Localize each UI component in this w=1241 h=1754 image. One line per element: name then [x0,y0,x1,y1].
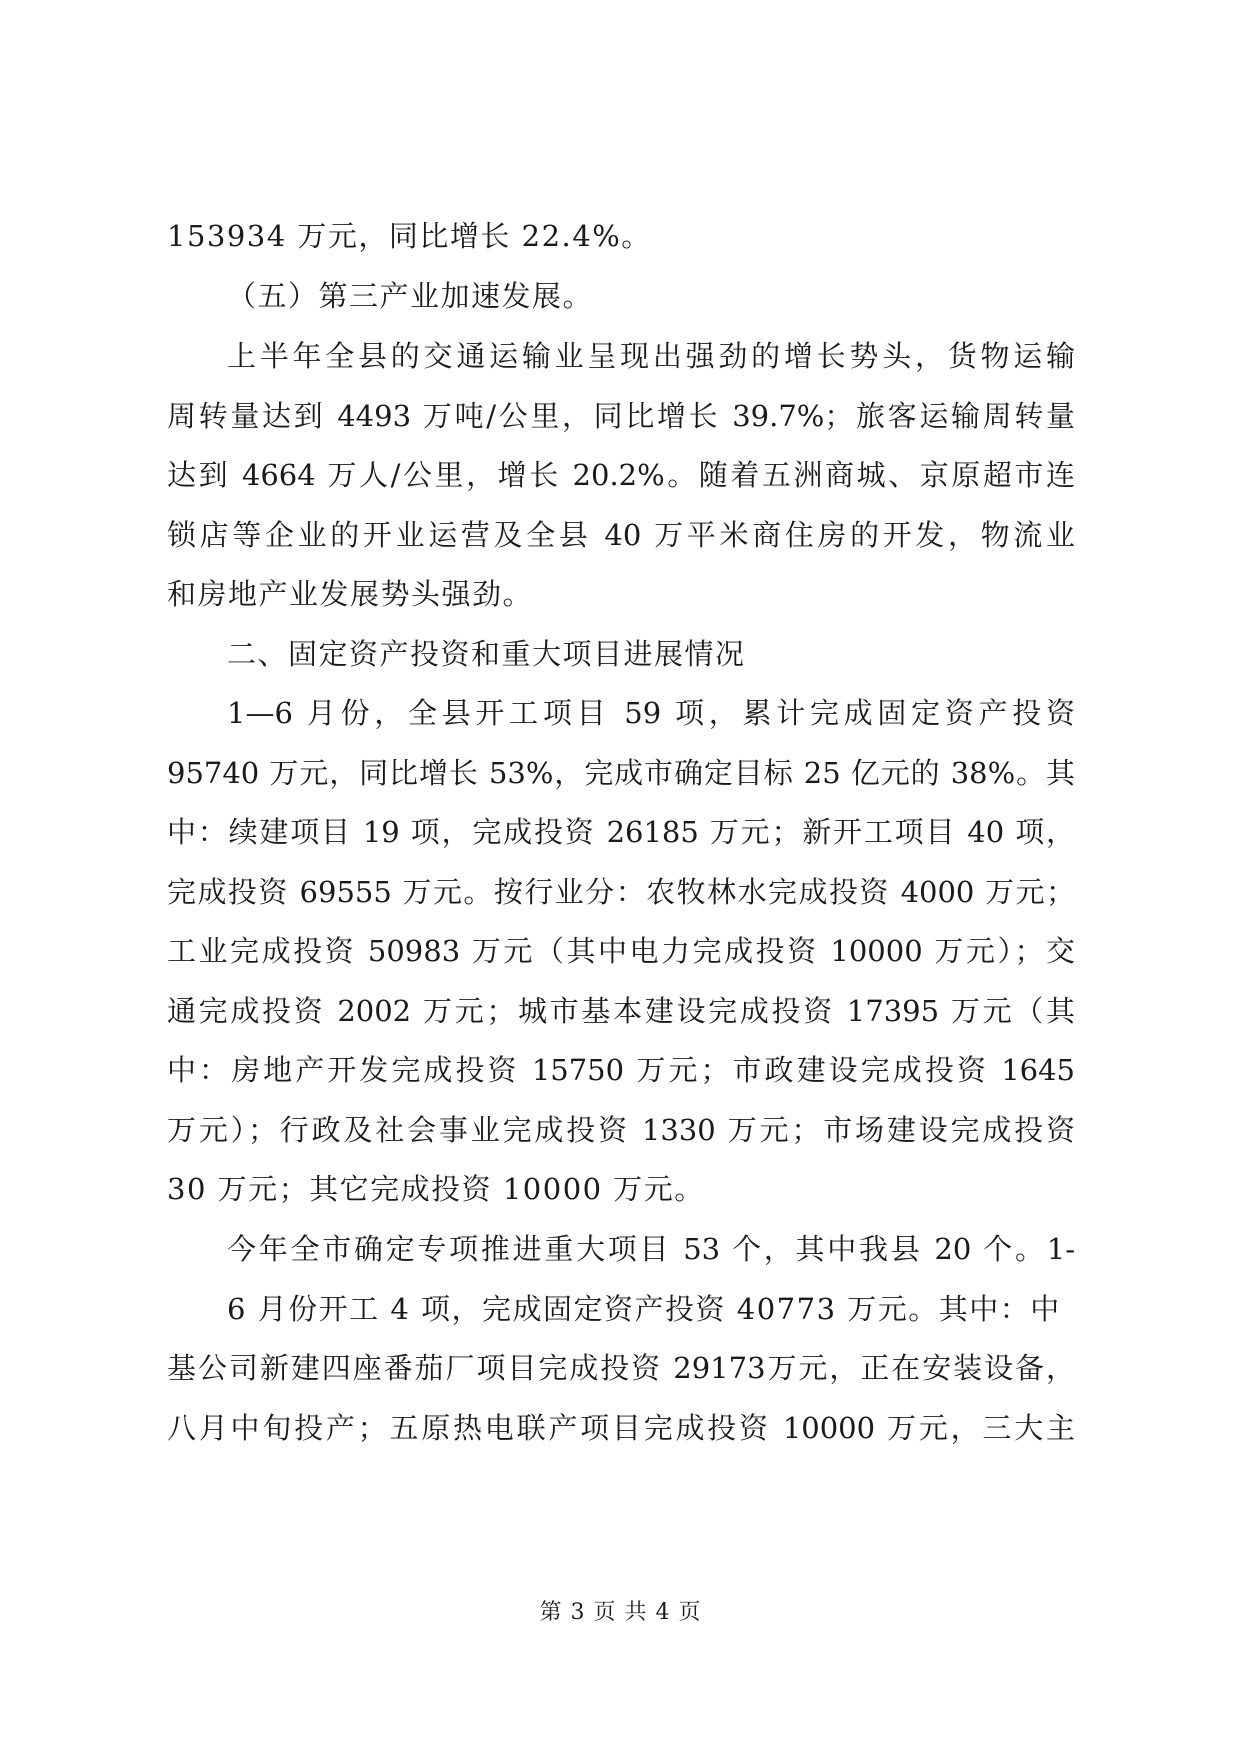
text-line: 1—6 月份，全县开工项目 59 项，累计完成固定资产投资 [227,696,1075,730]
text-line: 八月中旬投产；五原热电联产项目完成投资 10000 万元，三大主 [167,1411,1075,1445]
text-line: 完成投资 69555 万元。按行业分：农牧林水完成投资 4000 万元； [167,875,1075,909]
text-line: 95740 万元，同比增长 53%，完成市确定目标 25 亿元的 38%。其 [167,756,1075,790]
section-heading: （五）第三产业加速发展。 [227,279,594,313]
text-line: 工业完成投资 50983 万元（其中电力完成投资 10000 万元）；交 [167,934,1075,968]
text-line: 上半年全县的交通运输业呈现出强劲的增长势头，货物运输 [227,339,1075,373]
text-line: 和房地产业发展势头强劲。 [167,577,534,611]
section-heading: 二、固定资产投资和重大项目进展情况 [227,637,746,671]
text-line: 153934 万元，同比增长 22.4%。 [167,219,652,253]
text-line: 万元）；行政及社会事业完成投资 1330 万元；市场建设完成投资 [167,1113,1075,1147]
text-line: 达到 4664 万人/公里，增长 20.2%。随着五洲商城、京原超市连 [167,458,1075,492]
text-line: 锁店等企业的开业运营及全县 40 万平米商住房的开发，物流业 [167,518,1075,552]
text-line: 中：续建项目 19 项，完成投资 26185 万元；新开工项目 40 项， [167,815,1075,849]
text-line: 中：房地产开发完成投资 15750 万元；市政建设完成投资 1645 [167,1053,1075,1087]
page-footer: 第 3 页 共 4 页 [539,1600,702,1625]
text-line: 6 月份开工 4 项，完成固定资产投资 40773 万元。其中：中 [227,1292,1061,1326]
text-line: 今年全市确定专项推进重大项目 53 个，其中我县 20 个。1- [227,1232,1075,1266]
text-line: 周转量达到 4493 万吨/公里，同比增长 39.7%；旅客运输周转量 [167,399,1075,433]
text-line: 基公司新建四座番茄厂项目完成投资 29173万元，正在安装设备， [167,1351,1075,1385]
text-line: 30 万元；其它完成投资 10000 万元。 [167,1172,705,1206]
text-line: 通完成投资 2002 万元；城市基本建设完成投资 17395 万元（其 [167,994,1075,1028]
